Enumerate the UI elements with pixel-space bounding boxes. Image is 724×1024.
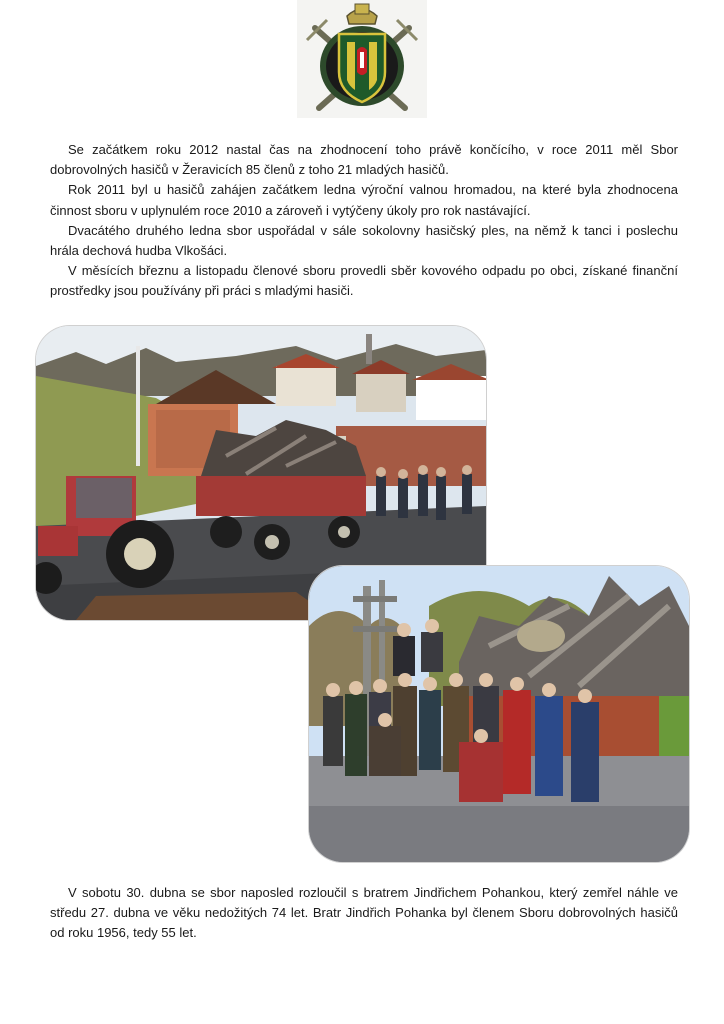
outro-text — [50, 883, 678, 944]
intro-text — [50, 140, 678, 302]
outro-paragraph: V sobotu 30. dubna se sbor naposled rozloučil s bratrem Jindřichem Pohankou, který zemřel náhle ve středu 27. dubna ve věku nedožitých 74 let. Bratr Jindřich Pohanka byl členem Sboru dobrovolných hasičů od roku 1956, tedy 55 let. — [50, 885, 678, 941]
intro-paragraph: Dvacátého druhého ledna sbor uspořádal v sále sokolovny hasičský ples, na němž k tanci i poslechu hrála dechová hudba Vlkošáci. — [50, 222, 678, 259]
intro-paragraph: Se začátkem roku 2012 nastal čas na zhodnocení toho právě končícího, v roce 2011 měl Sbor dobrovolných hasičů v Žeravicích 85 členů z toho 21 mladých hasičů. — [50, 142, 678, 178]
intro-paragraph: V měsících březnu a listopadu členové sboru provedli sběr kovového odpadu po obci, získané finanční prostředky jsou používány při práci s mladými hasiči. — [50, 263, 678, 299]
intro-paragraph: Rok 2011 byl u hasičů zahájen začátkem ledna výroční valnou hromadou, na které byla zhodnocena činnost sboru v uplynulém roce 2010 a zároveň i vytýčeny úkoly pro rok nastávající. — [50, 182, 678, 218]
firefighter-emblem-icon — [297, 0, 427, 118]
group-photo — [309, 566, 689, 862]
